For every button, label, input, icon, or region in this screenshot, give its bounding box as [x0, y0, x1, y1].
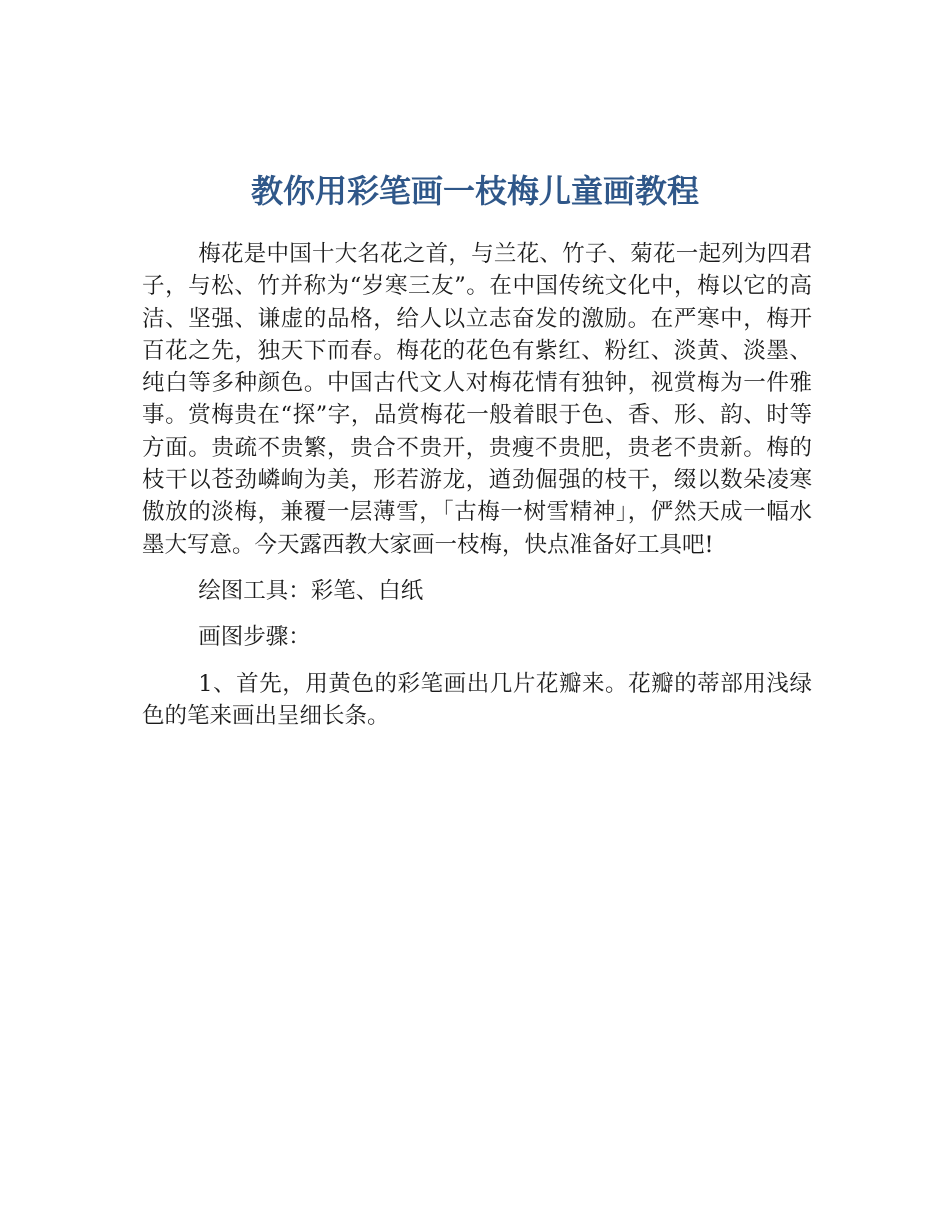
- intro-paragraph: 梅花是中国十大名花之首，与兰花、竹子、菊花一起列为四君子，与松、竹并称为“岁寒三友”。在中国传统文化中，梅以它的高洁、坚强、谦虚的品格，给人以立志奋发的激励。在严寒中，梅开百花之先，独天下而春。梅花的花色有紫红、粉红、淡黄、淡墨、纯白等多种颜色。中国古代文人对梅花情有独钟，视赏梅为一件雅事。赏梅贵在“探”字，品赏梅花一般着眼于色、香、形、韵、时等方面。贵疏不贵繁，贵合不贵开，贵瘦不贵肥，贵老不贵新。梅的枝干以苍劲嶙峋为美，形若游龙，遒劲倔强的枝干，缀以数朵凌寒傲放的淡梅，兼覆一层薄雪，「古梅一树雪精神」，俨然天成一幅水墨大写意。今天露西教大家画一枝梅，快点准备好工具吧!: [142, 241, 812, 558]
- document-title: 教你用彩笔画一枝梅儿童画教程: [250, 172, 699, 211]
- document-body: [142, 238, 812, 746]
- tools-paragraph: 绘图工具：彩笔、白纸: [198, 577, 424, 604]
- step-1-paragraph: 1、首先，用黄色的彩笔画出几片花瓣来。花瓣的蒂部用浅绿色的笔来画出呈细长条。: [142, 670, 812, 729]
- steps-heading-paragraph: 画图步骤：: [198, 624, 311, 651]
